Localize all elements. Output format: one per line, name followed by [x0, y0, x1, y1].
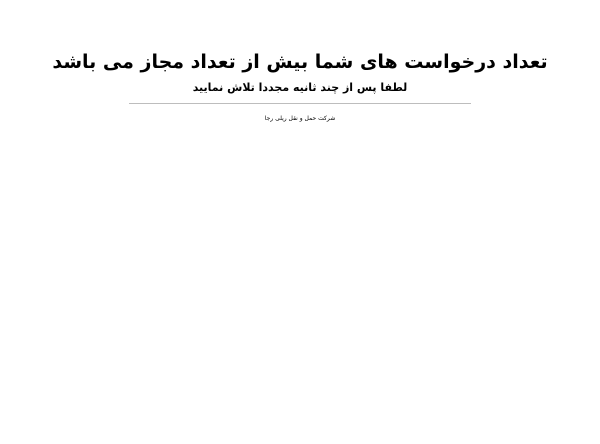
- divider: [129, 103, 471, 104]
- error-message: لطفا پس از چند ثانیه مجددا تلاش نمایید: [192, 81, 408, 94]
- footer-company-name: شرکت حمل و نقل ریلی رجا: [264, 115, 336, 122]
- error-title: تعداد درخواست های شما بیش از تعداد مجاز می باشد: [52, 51, 548, 73]
